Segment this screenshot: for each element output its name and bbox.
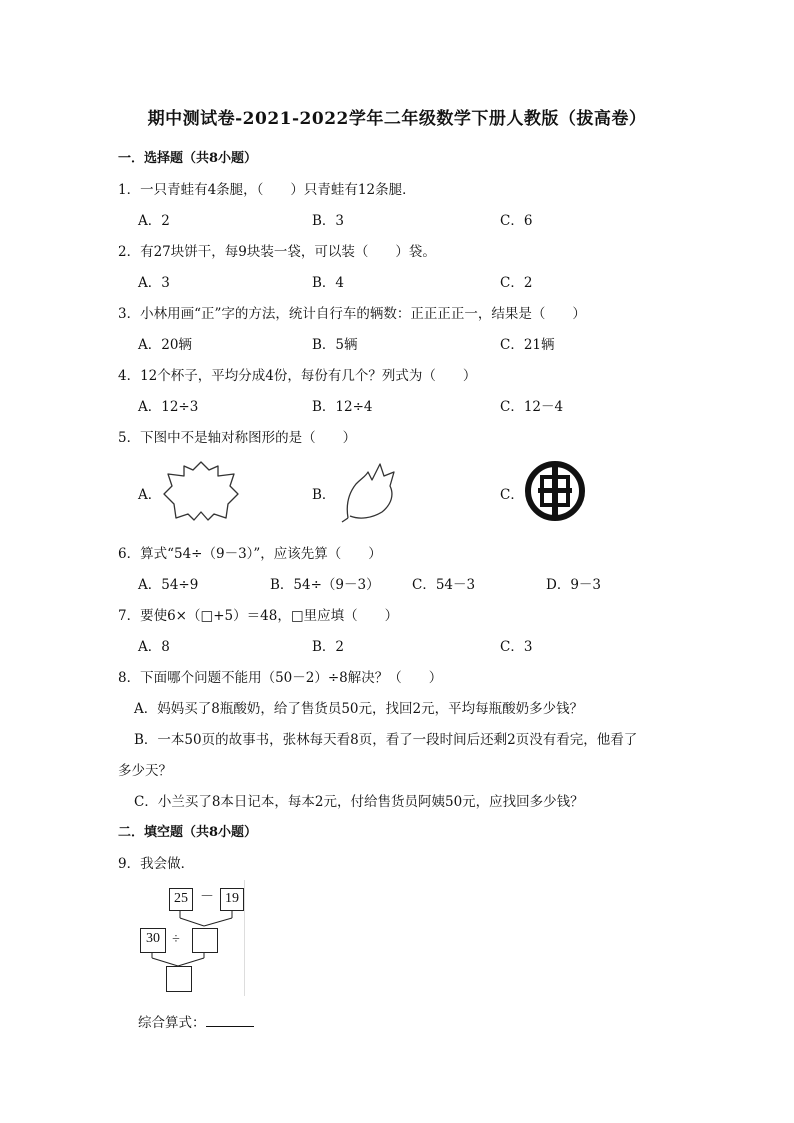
q7-option-b: B．2 — [312, 639, 345, 655]
tree-box-mid-left: 30 — [140, 928, 166, 953]
page-title: 期中测试卷-2021-2022学年二年级数学下册人教版（拔高卷） — [147, 109, 647, 129]
q3-option-c: C．21辆 — [500, 337, 555, 353]
combined-formula-blank[interactable] — [206, 1014, 254, 1027]
q6-option-c: C．54－3 — [412, 577, 476, 593]
q1-option-a: A．2 — [138, 213, 170, 229]
tree-box-top-right: 19 — [220, 888, 244, 911]
q6-option-d: D．9－3 — [546, 577, 602, 593]
q2-option-c: C．2 — [500, 275, 533, 291]
q4-option-b: B．12÷4 — [312, 399, 373, 415]
question-5: 5．下图中不是轴对称图形的是（ ） — [118, 430, 357, 446]
q1-option-b: B．3 — [312, 213, 345, 229]
q7-option-c: C．3 — [500, 639, 533, 655]
q4-option-c: C．12－4 — [500, 399, 564, 415]
q3-option-a: A．20辆 — [138, 337, 192, 353]
section-heading-fill: 二．填空题（共8小题） — [118, 825, 258, 840]
tree-box-top-left: 25 — [169, 888, 193, 911]
tree-operator-divide: ÷ — [172, 932, 180, 947]
question-4: 4．12个杯子，平均分成4份，每份有几个？列式为（ ） — [118, 368, 477, 384]
q8-option-b-continued: 多少天？ — [118, 763, 172, 779]
figure-a-symmetric-shape — [158, 458, 244, 524]
q3-option-b: B．5辆 — [312, 337, 358, 353]
q5-option-a: A． — [138, 487, 162, 503]
q2-option-b: B．4 — [312, 275, 345, 291]
figure-c-coin-logo — [524, 460, 586, 522]
calculation-tree — [138, 880, 245, 996]
q2-option-a: A．3 — [138, 275, 170, 291]
tree-box-bottom-empty[interactable] — [166, 966, 192, 992]
q7-option-a: A．8 — [138, 639, 170, 655]
q6-option-b: B．54÷（9－3） — [270, 577, 380, 593]
question-1: 1．一只青蛙有4条腿，（ ）只青蛙有12条腿． — [118, 182, 416, 198]
tree-operator-minus: － — [200, 890, 214, 905]
question-2: 2．有27块饼干，每9块装一袋，可以装（ ）袋。 — [118, 244, 436, 260]
q8-option-b: B．一本50页的故事书，张林每天看8页，看了一段时间后还剩2页没有看完，他看了 — [134, 732, 638, 748]
combined-formula-label: 综合算式： — [138, 1015, 206, 1031]
q6-option-a: A．54÷9 — [138, 577, 199, 593]
question-9: 9．我会做． — [118, 856, 195, 872]
tree-box-mid-empty[interactable] — [192, 928, 218, 953]
figure-b-leaf-shape — [336, 458, 406, 524]
q8-option-a: A．妈妈买了8瓶酸奶，给了售货员50元，找回2元，平均每瓶酸奶多少钱？ — [134, 701, 584, 717]
q5-option-c: C． — [500, 487, 524, 503]
q1-option-c: C．6 — [500, 213, 533, 229]
question-6: 6．算式“54÷（9－3）”，应该先算（ ） — [118, 546, 382, 562]
question-8: 8．下面哪个问题不能用（50－2）÷8解决？（ ） — [118, 670, 443, 686]
combined-formula-row — [138, 1011, 254, 1031]
question-3: 3．小林用画“正”字的方法，统计自行车的辆数：正正正正一，结果是（ ） — [118, 306, 586, 322]
q8-option-c: C．小兰买了8本日记本，每本2元，付给售货员阿姨50元，应找回多少钱？ — [134, 794, 584, 810]
q4-option-a: A．12÷3 — [138, 399, 199, 415]
question-7: 7．要使6×（□+5）＝48，□里应填（ ） — [118, 608, 399, 624]
q5-option-b: B． — [312, 487, 336, 503]
section-heading-choice: 一．选择题（共8小题） — [118, 151, 258, 166]
